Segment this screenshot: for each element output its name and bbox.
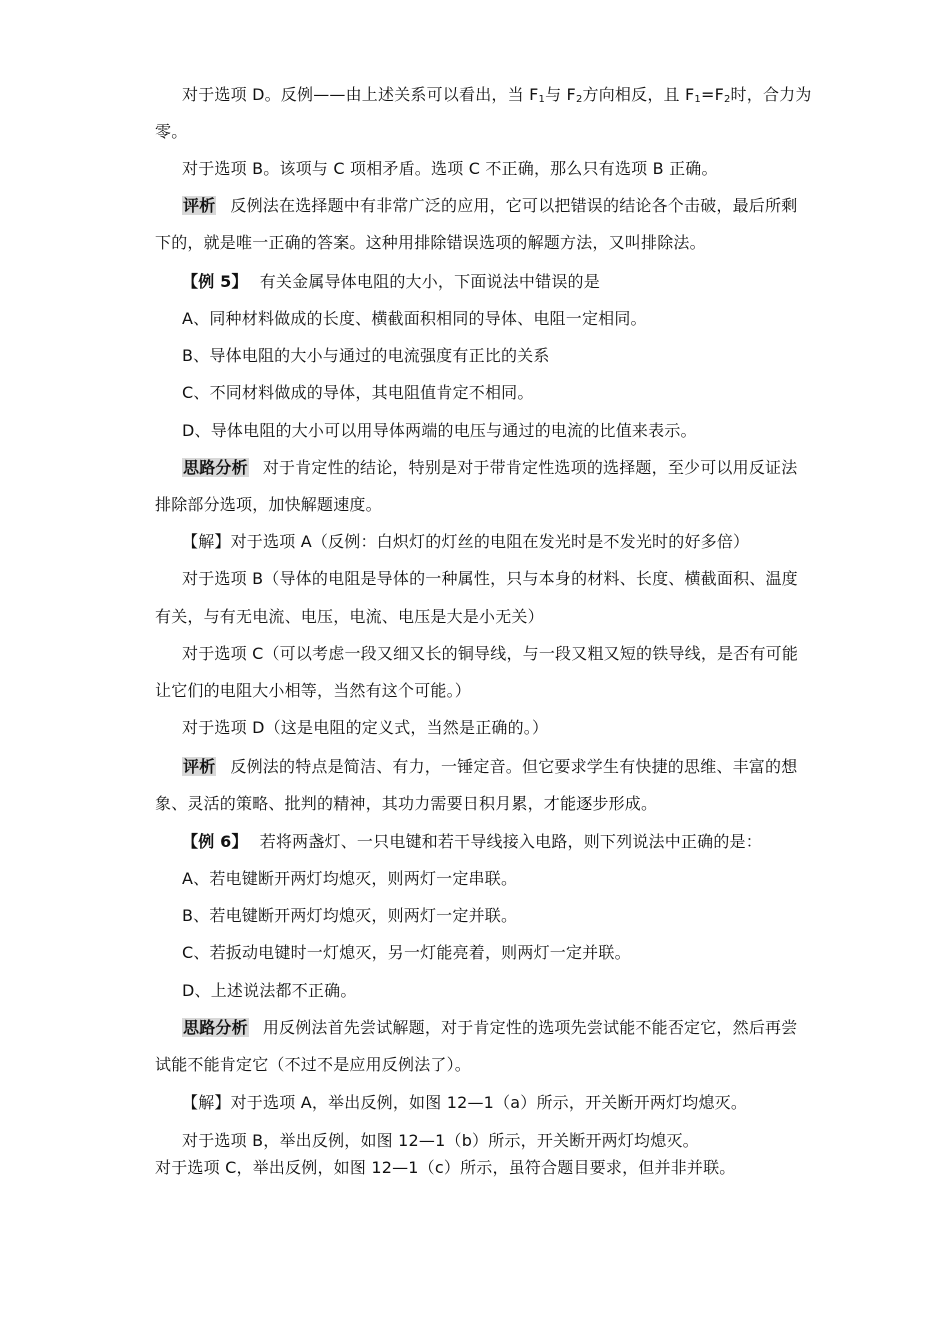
option-line: A、若电键断开两灯均熄灭，则两灯一定串联。 [182,869,518,888]
solution-label: 【解】 [182,1093,231,1112]
paragraph-line: 评析 反例法在选择题中有非常广泛的应用，它可以把错误的结论各个击破，最后所剩 [183,196,798,215]
paragraph-line: 排除部分选项，加快解题速度。 [155,495,382,514]
paragraph-line: 对于选项 B，举出反例，如图 12—1（b）所示，开关断开两灯均熄灭。 [182,1131,699,1150]
example-label: 【例 5】 [182,272,248,291]
paragraph-line: 评析 反例法的特点是简洁、有力，一锤定音。但它要求学生有快捷的思维、丰富的想 [183,757,798,776]
paragraph-line: 思路分析 用反例法首先尝试解题，对于肯定性的选项先尝试能不能否定它，然后再尝 [183,1018,798,1037]
paragraph-line: 思路分析 对于肯定性的结论，特别是对于带肯定性选项的选择题，至少可以用反证法 [183,458,798,477]
paragraph-line: 有关，与有无电流、电压，电流、电压是大是小无关） [155,607,544,626]
paragraph-line: 对于选项 B（导体的电阻是导体的一种属性，只与本身的材料、长度、横截面积、温度 [182,569,798,588]
option-line: B、导体电阻的大小与通过的电流强度有正比的关系 [182,346,550,365]
paragraph-line: 对于选项 C，举出反例，如图 12—1（c）所示，虽符合题目要求，但并非并联。 [155,1158,736,1177]
paragraph-line: 对于选项 D（这是电阻的定义式，当然是正确的。） [182,718,549,737]
paragraph-line: 让它们的电阻大小相等，当然有这个可能。） [155,681,472,700]
option-line: C、不同材料做成的导体，其电阻值肯定不相同。 [182,383,534,402]
paragraph-line: 试能不能肯定它（不过不是应用反例法了）。 [155,1055,472,1074]
paragraph-line: 象、灵活的策略、批判的精神，其功力需要日积月累，才能逐步形成。 [155,794,658,813]
paragraph-line: 【解】对于选项 A（反例：白炽灯的灯丝的电阻在发光时是不发光时的好多倍） [182,532,750,551]
example-heading: 【例 5】 有关金属导体电阻的大小，下面说法中错误的是 [182,272,600,291]
section-label: 思路分析 [183,1018,248,1037]
option-line: A、同种材料做成的长度、横截面积相同的导体、电阻一定相同。 [182,309,647,328]
option-line: C、若扳动电键时一灯熄灭，另一灯能亮着，则两灯一定并联。 [182,943,631,962]
paragraph-line: 零。 [155,122,188,141]
option-line: B、若电键断开两灯均熄灭，则两灯一定并联。 [182,906,518,925]
example-label: 【例 6】 [182,832,248,851]
section-label: 评析 [183,757,216,776]
paragraph-line: 对于选项 D。反例——由上述关系可以看出，当 $F_1$与 $F_2$方向相反，且 $F_1=F_2$时，合力为 [182,85,812,105]
paragraph-line: 【解】对于选项 A，举出反例，如图 12—1（a）所示，开关断开两灯均熄灭。 [182,1093,748,1112]
example-heading: 【例 6】 若将两盏灯、一只电键和若干导线接入电路，则下列说法中正确的是： [182,832,762,851]
option-line: D、导体电阻的大小可以用导体两端的电压与通过的电流的比值来表示。 [182,421,697,440]
paragraph-line: 对于选项 C（可以考虑一段又细又长的铜导线，与一段又粗又短的铁导线，是否有可能 [182,644,799,663]
section-label: 评析 [183,196,216,215]
paragraph-line: 下的，就是唯一正确的答案。这种用排除错误选项的解题方法，又叫排除法。 [155,233,706,252]
solution-label: 【解】 [182,532,231,551]
paragraph-line: 对于选项 B。该项与 C 项相矛盾。选项 C 不正确，那么只有选项 B 正确。 [182,159,718,178]
section-label: 思路分析 [183,458,248,477]
option-line: D、上述说法都不正确。 [182,981,357,1000]
